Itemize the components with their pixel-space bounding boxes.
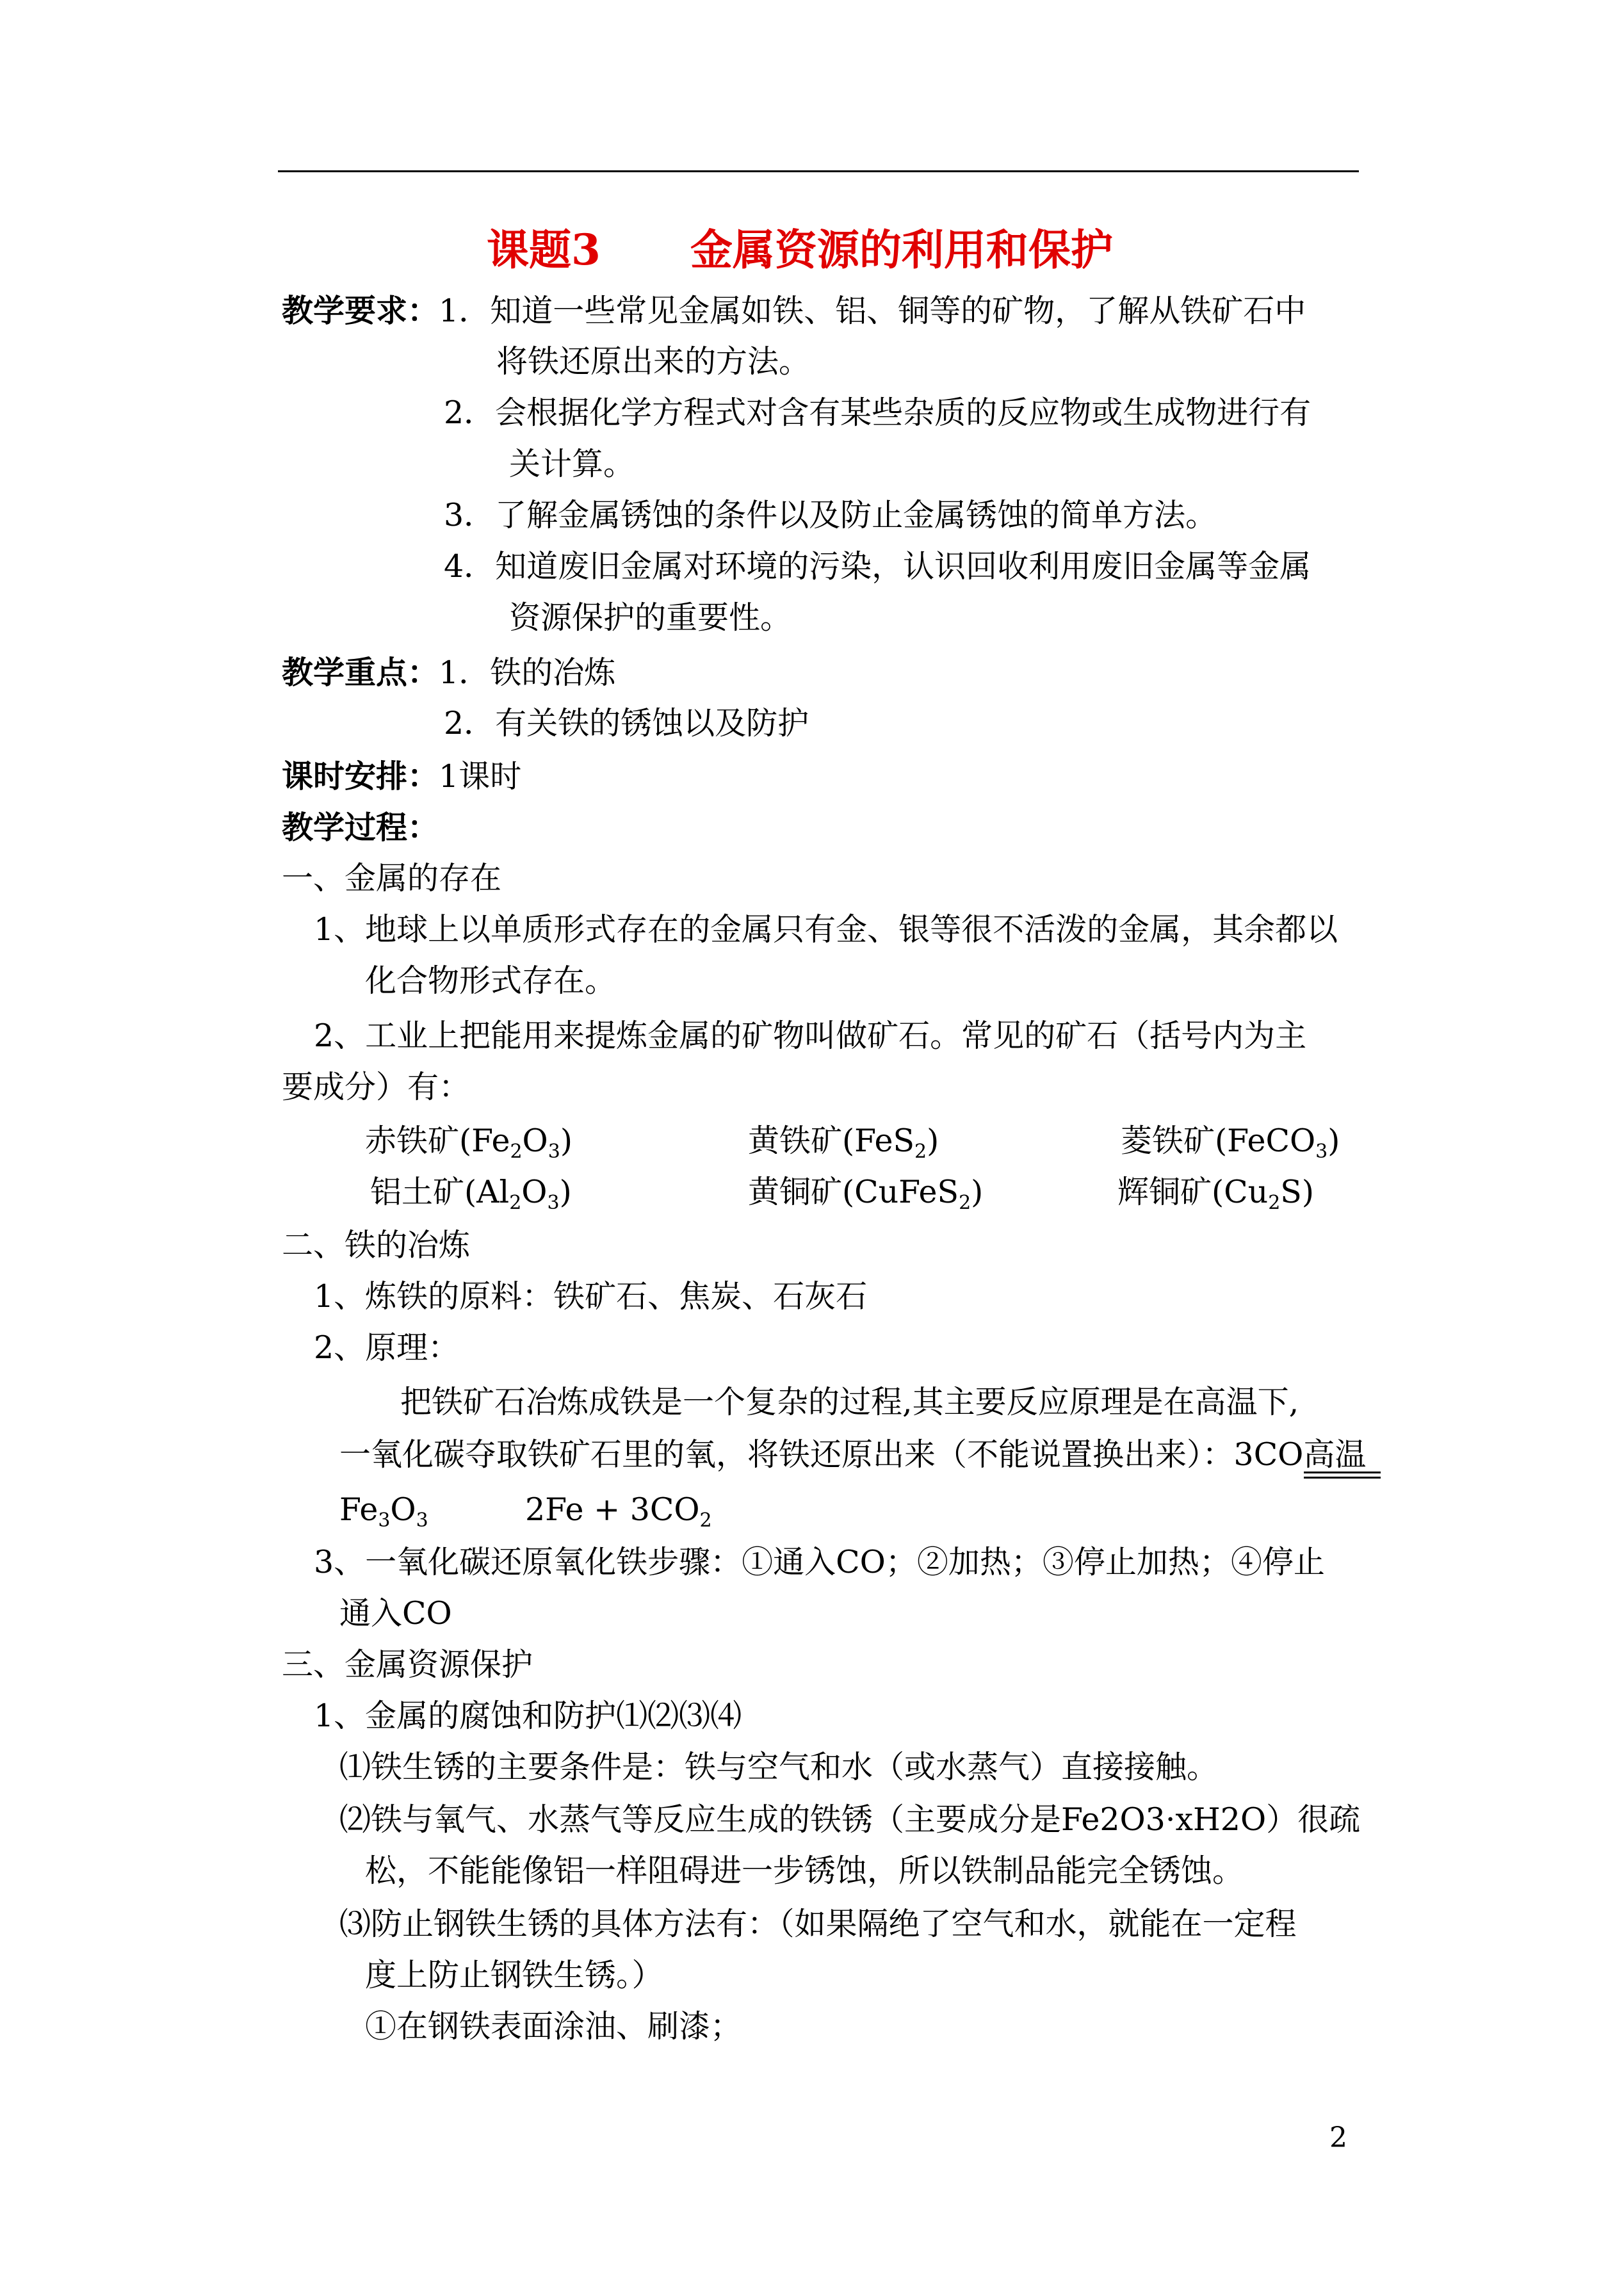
requirement-2-line-1: 2．会根据化学方程式对含有某些杂质的反应物或生成物进行有 (444, 394, 1311, 431)
requirement-3-line-1: 3．了解金属锈蚀的条件以及防止金属锈蚀的简单方法。 (444, 497, 1217, 533)
ore-name: 黄铁矿 (748, 1123, 843, 1159)
ore-formula: (FeCO$_3$) (1215, 1123, 1340, 1163)
section-2-p1: 1、炼铁的原料：铁矿石、焦炭、石灰石 (314, 1278, 868, 1315)
ore-bauxite (370, 1173, 572, 1212)
lesson-title-text: 金属资源的利用和保护 (690, 225, 1113, 275)
section-3-item-3-sub-1: ①在钢铁表面涂油、刷漆； (365, 2008, 742, 2045)
equation-arrow-line-2 (1304, 1477, 1381, 1479)
header-rule (278, 170, 1359, 172)
schedule-line (282, 757, 521, 796)
section-3-item-2-line-2: 松，不能能像铝一样阻碍进一步锈蚀，所以铁制品能完全锈蚀。 (365, 1853, 1244, 1889)
equation-lhs: 3CO (1233, 1436, 1304, 1473)
section-3-item-3-line-1: ⑶防止钢铁生锈的具体方法有：（如果隔绝了空气和水，就能在一定程 (339, 1906, 1297, 1942)
ore-pyrite (748, 1122, 939, 1163)
requirement-1-line-1: 1．知道一些常见金属如铁、铝、铜等的矿物，了解从铁矿石中 (439, 293, 1306, 329)
section-3-item-3-line-2: 度上防止钢铁生锈。） (365, 1957, 663, 1993)
schedule-value: 1课时 (439, 758, 522, 795)
ore-formula: $(Al_2O_3)$ (464, 1174, 572, 1214)
ore-name: 菱铁矿 (1121, 1123, 1215, 1159)
section-3-p1: 1、金属的腐蚀和防护⑴⑵⑶⑷ (314, 1698, 742, 1734)
key-points-label: 教学重点： (282, 654, 439, 691)
ore-chalcocite (1117, 1173, 1314, 1212)
lesson-title (487, 224, 1113, 275)
section-1-p1-line-1: 1、地球上以单质形式存在的金属只有金、银等很不活泼的金属，其余都以 (314, 911, 1338, 948)
ore-name: 黄铜矿 (748, 1174, 843, 1210)
key-point-1: 1．铁的冶炼 (439, 654, 616, 691)
schedule-label: 课时安排： (282, 758, 439, 795)
equation-condition: 高温 (1303, 1436, 1367, 1473)
section-3-item-1: ⑴铁生锈的主要条件是：铁与空气和水（或水蒸气）直接接触。 (339, 1749, 1219, 1785)
section-1-p2-line-1: 2、工业上把能用来提炼金属的矿物叫做矿石。常见的矿石（括号内为主 (314, 1018, 1307, 1054)
key-points-line-1 (282, 653, 615, 692)
section-1-p1-line-2: 化合物形式存在。 (365, 962, 617, 999)
section-2-p2: 2、原理： (314, 1329, 460, 1366)
requirement-4-line-2: 资源保护的重要性。 (509, 599, 792, 636)
ore-formula: (FeS$_2$) (842, 1123, 939, 1163)
ore-siderite (1121, 1122, 1340, 1163)
principle-text: 一氧化碳夺取铁矿石里的氧，将铁还原出来（不能说置换出来）： (339, 1436, 1234, 1473)
section-2-heading: 二、铁的冶炼 (282, 1227, 471, 1263)
requirements-line-1 (282, 291, 1306, 330)
key-point-2: 2．有关铁的锈蚀以及防护 (444, 705, 809, 742)
section-3-item-2-line-1: ⑵铁与氧气、水蒸气等反应生成的铁锈（主要成分是Fe2O3·xH2O）很疏 (339, 1801, 1361, 1838)
principle-line-2 (339, 1436, 1366, 1474)
equation-reactant: $Fe_3O_3$ (339, 1491, 428, 1532)
process-label: 教学过程： (282, 809, 439, 846)
section-2-p3-line-1: 3、一氧化碳还原氧化铁步骤：①通入CO；②加热；③停止加热；④停止 (314, 1544, 1325, 1580)
section-2-p3-line-2: 通入CO (339, 1595, 452, 1632)
section-1-p2-line-2: 要成分）有： (282, 1069, 471, 1105)
ore-name: 铝土矿 (370, 1174, 465, 1210)
requirement-4-line-1: 4．知道废旧金属对环境的污染，认识回收利用废旧金属等金属 (444, 548, 1311, 585)
ore-formula: $(Cu_2S)$ (1212, 1174, 1314, 1214)
ore-formula: $(Fe_2O_3)$ (459, 1123, 572, 1163)
ore-name: 赤铁矿 (365, 1123, 460, 1159)
lesson-title-number: 课题3 (487, 225, 601, 275)
equation-arrow-line-1 (1304, 1472, 1381, 1473)
section-3-heading: 三、金属资源保护 (282, 1646, 533, 1683)
equation-products: $2Fe + 3CO_2$ (525, 1491, 712, 1532)
section-1-heading: 一、金属的存在 (282, 860, 502, 896)
requirement-1-line-2: 将铁还原出来的方法。 (496, 343, 811, 380)
principle-line-1: 把铁矿石冶炼成铁是一个复杂的过程,其主要反应原理是在高温下, (400, 1384, 1299, 1420)
requirements-label: 教学要求： (282, 292, 439, 329)
requirement-2-line-2: 关计算。 (509, 446, 635, 482)
ore-hematite (365, 1122, 572, 1163)
ore-chalcopyrite (748, 1173, 983, 1212)
ore-formula: (CuFeS$_2$) (842, 1174, 984, 1214)
page-number: 2 (1329, 2121, 1347, 2154)
ore-name: 辉铜矿 (1117, 1174, 1212, 1210)
